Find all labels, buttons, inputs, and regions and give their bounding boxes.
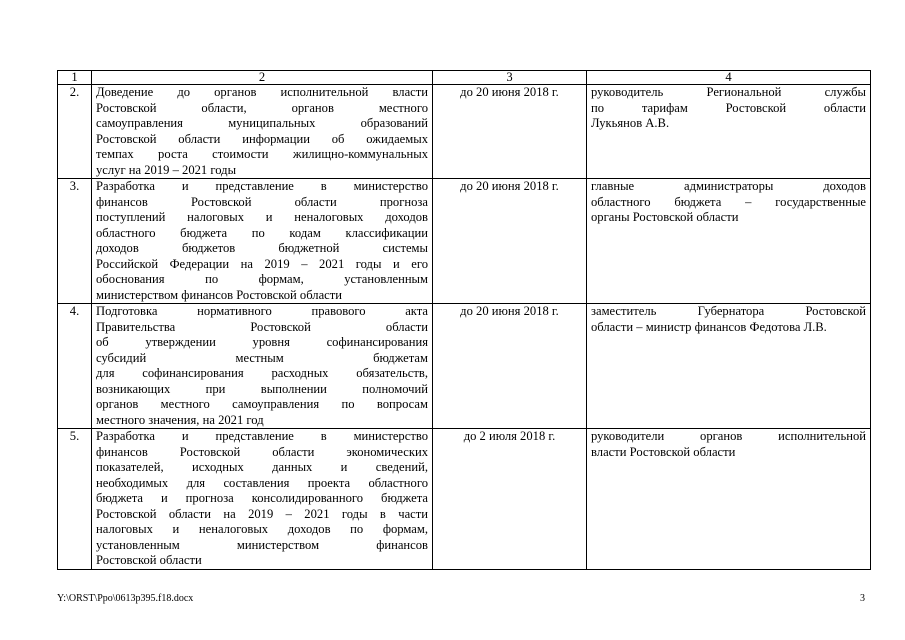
task-cell [92, 304, 433, 429]
task-line: органов местного самоуправления по вопросам [96, 397, 428, 411]
task-line: финансов Ростовской области прогноза [96, 194, 428, 209]
task-line: субсидий местным бюджетам [96, 350, 428, 365]
task-line: Ростовской области, органов местного [96, 100, 428, 115]
deadline-cell: до 2 июля 2018 г. [433, 429, 587, 570]
task-line: обоснования по формам, установленным [96, 272, 428, 286]
responsible-line: по тарифам Ростовской области [591, 100, 866, 115]
responsible-line: областного бюджета – государственные [591, 194, 866, 209]
task-line: налоговых и неналоговых доходов по формам, [96, 522, 428, 536]
task-line: Разработка и представление в министерство [96, 429, 428, 443]
task-line: об утверждении уровня софинансирования [96, 335, 428, 349]
task-line: Ростовской области [96, 553, 202, 567]
row-number: 4. [58, 304, 92, 429]
responsible-cell [587, 429, 871, 570]
responsible-cell [587, 304, 871, 429]
task-line: Разработка и представление в министерство [96, 179, 428, 193]
row-number: 5. [58, 429, 92, 570]
table-row [58, 85, 871, 179]
task-cell [92, 179, 433, 304]
header-col-4: 4 [587, 71, 871, 85]
footer-page-number: 3 [860, 593, 865, 604]
task-line: Ростовской области информации об ожидаемых [96, 131, 428, 146]
responsible-cell [587, 179, 871, 304]
task-line: Ростовской области на 2019 – 2021 годы в части [96, 506, 428, 521]
header-col-1: 1 [58, 71, 92, 85]
task-line: Доведение до органов исполнительной власти [96, 85, 428, 99]
task-line: бюджета и прогноза консолидированного бюджета [96, 491, 428, 505]
responsible-line: руководитель Региональной службы [591, 85, 866, 99]
header-col-3: 3 [433, 71, 587, 85]
table-row [58, 179, 871, 304]
responsible-line: области – министр финансов Федотова Л.В. [591, 319, 827, 334]
task-line: показателей, исходных данных и сведений, [96, 460, 428, 474]
task-line: Российской Федерации на 2019 – 2021 годы и его [96, 256, 428, 271]
footer-file-path: Y:\ORST\Ppo\0613p395.f18.docx [57, 593, 194, 604]
task-line: темпах роста стоимости жилищно-коммунальных [96, 147, 428, 161]
task-line: финансов Ростовской области экономических [96, 444, 428, 459]
header-col-2: 2 [92, 71, 433, 85]
responsible-line: Лукьянов А.В. [591, 116, 670, 130]
deadline-cell: до 20 июня 2018 г. [433, 304, 587, 429]
table-row [58, 429, 871, 570]
task-line: местного значения, на 2021 год [96, 412, 264, 427]
task-line: необходимых для составления проекта областного [96, 475, 428, 490]
task-line: возникающих при выполнении полномочий [96, 381, 428, 396]
task-line: доходов бюджетов бюджетной системы [96, 241, 428, 255]
task-line: самоуправления муниципальных образований [96, 116, 428, 130]
table-row [58, 304, 871, 429]
task-cell [92, 429, 433, 570]
deadline-cell: до 20 июня 2018 г. [433, 85, 587, 179]
responsible-line: власти Ростовской области [591, 444, 736, 459]
deadline-cell: до 20 июня 2018 г. [433, 179, 587, 304]
responsible-line: органы Ростовской области [591, 210, 739, 224]
task-line: для софинансирования расходных обязательств, [96, 366, 428, 380]
task-line: Подготовка нормативного правового акта [96, 304, 428, 318]
responsible-line: главные администраторы доходов [591, 179, 866, 193]
responsible-line: руководители органов исполнительной [591, 429, 866, 443]
task-cell [92, 85, 433, 179]
row-number: 3. [58, 179, 92, 304]
task-line: услуг на 2019 – 2021 годы [96, 162, 237, 177]
responsible-line: заместитель Губернатора Ростовской [591, 304, 866, 318]
task-line: министерством финансов Ростовской области [96, 287, 342, 302]
plan-table [57, 70, 871, 570]
task-line: поступлений налоговых и неналоговых доходов [96, 210, 428, 224]
task-line: Правительства Ростовской области [96, 319, 428, 334]
header-row [58, 71, 871, 85]
responsible-cell [587, 85, 871, 179]
task-line: областного бюджета по кодам классификации [96, 225, 428, 240]
row-number: 2. [58, 85, 92, 179]
task-line: установленным министерством финансов [96, 537, 428, 552]
